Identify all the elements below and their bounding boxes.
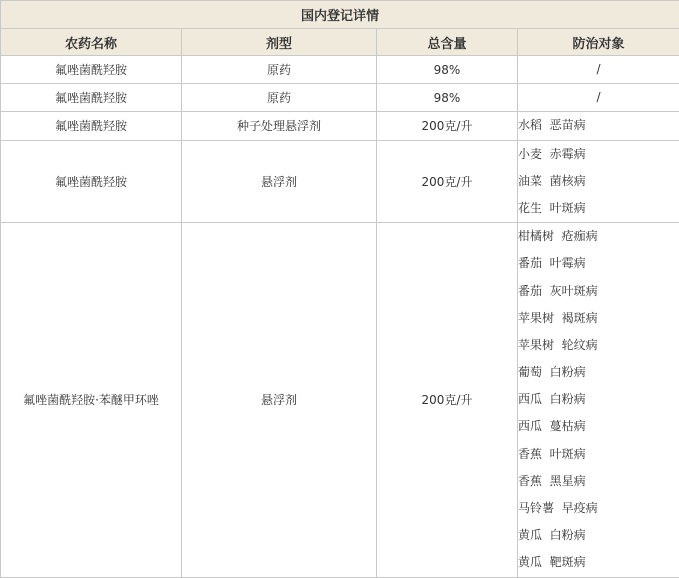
total-content-cell: 98%	[377, 84, 518, 112]
pesticide-name-cell: 氟唑菌酰羟胺	[1, 140, 182, 223]
control-target-item: 花生 叶斑病	[518, 195, 679, 222]
control-target-item: 黄瓜 白粉病	[518, 522, 679, 549]
control-targets-cell	[518, 56, 679, 84]
formulation-cell: 原药	[182, 84, 377, 112]
control-target-item: 小麦 赤霉病	[518, 141, 679, 168]
control-targets-cell	[518, 112, 679, 140]
formulation-cell: 悬浮剂	[182, 140, 377, 223]
table-row	[1, 56, 679, 84]
control-target-item: 番茄 叶霉病	[518, 250, 679, 277]
control-target-item: 马铃薯 早疫病	[518, 495, 679, 522]
control-target-item: /	[518, 56, 679, 83]
table-row	[1, 223, 679, 577]
pesticide-name-cell: 氟唑菌酰羟胺	[1, 112, 182, 140]
total-content-cell: 200克/升	[377, 223, 518, 577]
control-target-item: 柑橘树 疮痂病	[518, 223, 679, 250]
control-target-item: 苹果树 褐斑病	[518, 305, 679, 332]
control-target-item: 香蕉 黑星病	[518, 468, 679, 495]
control-targets-cell	[518, 84, 679, 112]
pesticide-name-cell: 氟唑菌酰羟胺	[1, 56, 182, 84]
control-target-item: 葡萄 白粉病	[518, 359, 679, 386]
header-total-content: 总含量	[377, 29, 518, 56]
control-target-item: /	[518, 84, 679, 111]
total-content-cell: 200克/升	[377, 140, 518, 223]
formulation-cell: 悬浮剂	[182, 223, 377, 577]
control-target-item: 油菜 菌核病	[518, 168, 679, 195]
pesticide-name-cell: 氟唑菌酰羟胺·苯醚甲环唑	[1, 223, 182, 577]
total-content-cell: 200克/升	[377, 112, 518, 140]
control-target-item: 西瓜 白粉病	[518, 386, 679, 413]
table-row	[1, 112, 679, 140]
table-title: 国内登记详情	[1, 1, 679, 29]
control-target-item: 西瓜 蔓枯病	[518, 413, 679, 440]
control-target-item: 番茄 灰叶斑病	[518, 278, 679, 305]
control-target-item: 水稻 恶苗病	[518, 112, 679, 139]
control-target-item: 香蕉 叶斑病	[518, 441, 679, 468]
formulation-cell: 原药	[182, 56, 377, 84]
header-formulation: 剂型	[182, 29, 377, 56]
table-row	[1, 140, 679, 223]
header-control-targets: 防治对象	[518, 29, 679, 56]
formulation-cell: 种子处理悬浮剂	[182, 112, 377, 140]
pesticide-name-cell: 氟唑菌酰羟胺	[1, 84, 182, 112]
header-pesticide-name: 农药名称	[1, 29, 182, 56]
control-targets-cell	[518, 140, 679, 223]
control-targets-cell	[518, 223, 679, 577]
control-target-item: 黄瓜 靶斑病	[518, 549, 679, 576]
table-row	[1, 84, 679, 112]
total-content-cell: 98%	[377, 56, 518, 84]
control-target-item: 苹果树 轮纹病	[518, 332, 679, 359]
